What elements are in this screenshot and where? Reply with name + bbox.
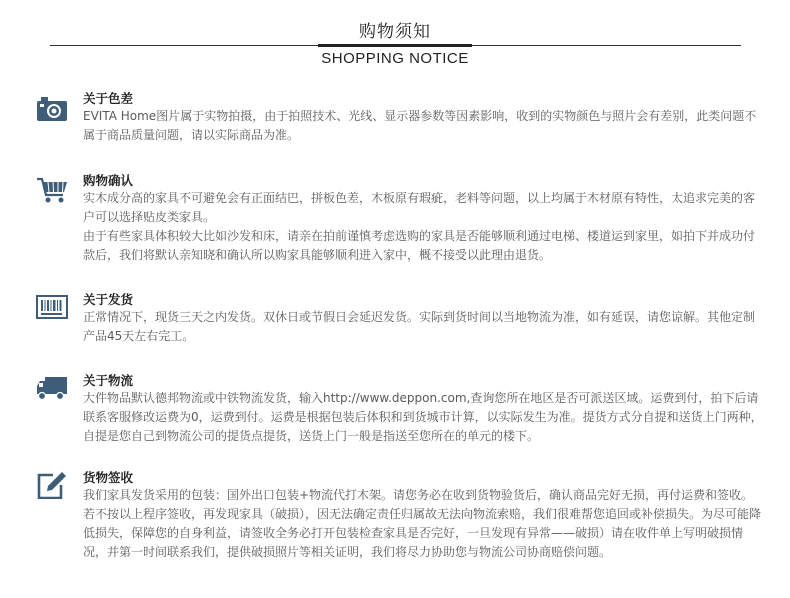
edit-sign-icon [36, 471, 68, 499]
section-title: 关于发货 [83, 292, 134, 307]
section-paragraph: 实木成分高的家具不可避免会有正面结巴，拼板色差，木板原有瑕疵，老料等问题，以上均属于木材原有特性，太追求完美的客户可以选择贴皮类家具。 [83, 191, 756, 224]
section-body [83, 486, 763, 562]
section-body [83, 189, 763, 265]
shopping-cart-icon [36, 176, 68, 204]
section-body [83, 308, 763, 346]
section-body [83, 389, 763, 446]
page-subtitle: SHOPPING NOTICE [321, 50, 469, 67]
delivery-truck-icon [36, 374, 68, 402]
header [0, 0, 790, 80]
section-title: 购物确认 [83, 173, 134, 188]
section-paragraph: 大件物品默认德邦物流或中铁物流发货，输入http://www.deppon.com,查询您所在地区是否可派送区域。运费到付，拍下后请联系客服修改运费为0，运费到付。运费是根据包装后体积和到货城市计算，以实际发生为准。提货方式分自提和送货上门两种，自提是您自己到物流公司的提货点提货，送货上门一般是指送至您所在的单元的楼下。 [83, 391, 763, 443]
section-title: 货物签收 [83, 470, 134, 485]
section-paragraph: 我们家具发货采用的包装：国外出口包装+物流代打木架。请您务必在收到货物验货后，确认商品完好无损，再付运费和签收。若不按以上程序签收，再发现家具（破损），因无法确定责任归属故无法向物流索赔，我们很难帮您追回或补偿损失。为尽可能降低损失，保障您的自身利益，请签收全务必打开包装检查家具是否完好，一旦发现有异常——破损）请在收件单上写明破损情况，并第一时间联系我们，提供破损照片等相关证明，我们将尽力协助您与物流公司协商赔偿问题。 [83, 488, 762, 559]
section-paragraph: EVITA Home图片属于实物拍摄，由于拍照技术、光线、显示器参数等因素影响，收到的实物颜色与照片会有差别，此类问题不属于商品质量问题，请以实际商品为准。 [83, 109, 757, 142]
page-title: 购物须知 [359, 22, 431, 42]
camera-icon [36, 95, 68, 123]
section-title: 关于色差 [83, 91, 134, 106]
section-paragraph: 由于有些家具体积较大比如沙发和床，请亲在拍前谨慎考虑选购的家具是否能够顺利通过电梯、楼道运到家里，如拍下并成功付款后，我们将默认亲知晓和确认所以购家具能够顺利进入家中，概不接受以此理由退货。 [83, 229, 756, 262]
title-divider-accent [318, 44, 472, 47]
section-paragraph: 正常情况下，现货三天之内发货。双休日或节假日会延迟发货。实际到货时间以当地物流为准，如有延误，请您谅解。其他定制产品45天左右完工。 [83, 310, 756, 343]
barcode-icon [36, 293, 68, 321]
section-body [83, 107, 763, 145]
section-title: 关于物流 [83, 373, 134, 388]
